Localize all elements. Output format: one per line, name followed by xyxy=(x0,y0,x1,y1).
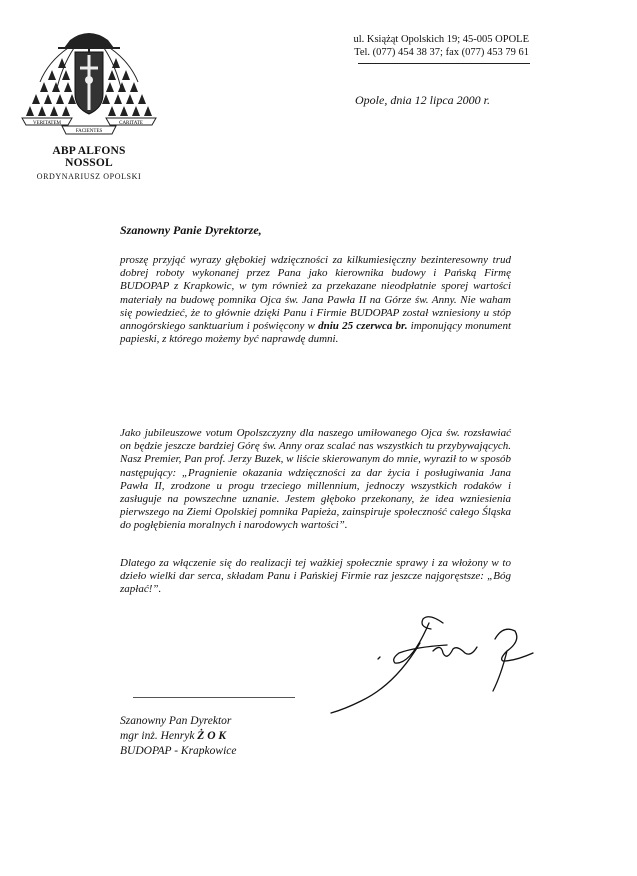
handwritten-signature xyxy=(325,605,540,715)
sender-title: ORDYNARIUSZ OPOLSKI xyxy=(36,172,142,181)
recipient-line-1: Szanowny Pan Dyrektor xyxy=(120,715,232,727)
recipient-block xyxy=(120,714,236,759)
recipient-line-2 xyxy=(120,729,236,744)
address-divider xyxy=(358,63,530,64)
motto-center: FACIENTES xyxy=(75,129,103,134)
recipient-line-3: BUDOPAP - Krapkowice xyxy=(120,745,237,757)
coat-of-arms-emblem xyxy=(18,22,160,140)
p1-date: dniu 25 czerwca br. xyxy=(318,320,408,333)
motto-left: VERITATEM xyxy=(33,121,61,126)
body-paragraph-1 xyxy=(120,254,511,346)
recipient-surname: Ż O K xyxy=(197,730,227,742)
address-line-1: ul. Książąt Opolskich 19; 45-005 OPOLE xyxy=(353,34,529,45)
sender-name: ABP ALFONS NOSSOL xyxy=(52,145,126,169)
motto-right: CARITATE xyxy=(119,121,143,126)
salutation: Szanowny Panie Dyrektorze, xyxy=(120,223,262,237)
body-paragraph-3: Dlatego za włączenie się do realizacji tej ważkiej społecznie sprawy i za włożony w to dzieło wielki dar serca, składam Panu i Pańskiej Firmie raz jeszcze najgoręstsze: „Bóg zapłać!”. xyxy=(120,557,511,596)
recipient-degree: mgr inż. Henryk xyxy=(120,730,198,742)
address-line-2: Tel. (077) 454 38 37; fax (077) 453 79 61 xyxy=(354,47,529,58)
sender-block xyxy=(30,145,148,181)
signature-line xyxy=(133,697,295,698)
letter-date: Opole, dnia 12 lipca 2000 r. xyxy=(355,93,490,107)
p1-end: imponujący monument papieski, z którego możemy być naprawdę dumni. xyxy=(120,320,511,346)
p1-text: proszę przyjąć wyrazy głębokiej wdzięczności za kilkumiesięczny bezinteresowny trud dobrej roboty wykonanej przez Pana jako kierownika budowy i Pańską Firmę BUDOPAP z Krapkowic, w tym również za przekazane nieodpłatnie sporej wartości materiały na budowę pomnika Ojca św. Jana Pawła II na Górze św. Anny. Nie waham się powiedzieć, że to głównie dzięki Panu i Firmie BUDOPAP został wzniesiony u stóp annogórskiego sanktuarium i poświęcony w xyxy=(120,254,511,333)
body-paragraph-2: Jako jubileuszowe votum Opolszczyzny dla naszego umiłowanego Ojca św. rozsławiać on będzie jeszcze bardziej Górę św. Anny oraz scalać nas wszystkich tu przybywających. Nasz Premier, Pan prof. Jerzy Buzek, w liście skierowanym do mnie, wyraził to w sposób następujący: „Pragnienie okazania wdzięczności za dar życia i posługiwania Jana Pawła II, zrodzone u progu trzeciego millennium, jednoczy wszystkich rodaków i zasługuje na powszechne uznanie. Jestem głęboko przekonany, że idea wzniesienia pierwszego na Ziemi Opolskiej pomnika Papieża, zainspiruje społeczność całego Śląska do pogłębienia moralnych i narodowych wartości”. xyxy=(120,427,511,532)
